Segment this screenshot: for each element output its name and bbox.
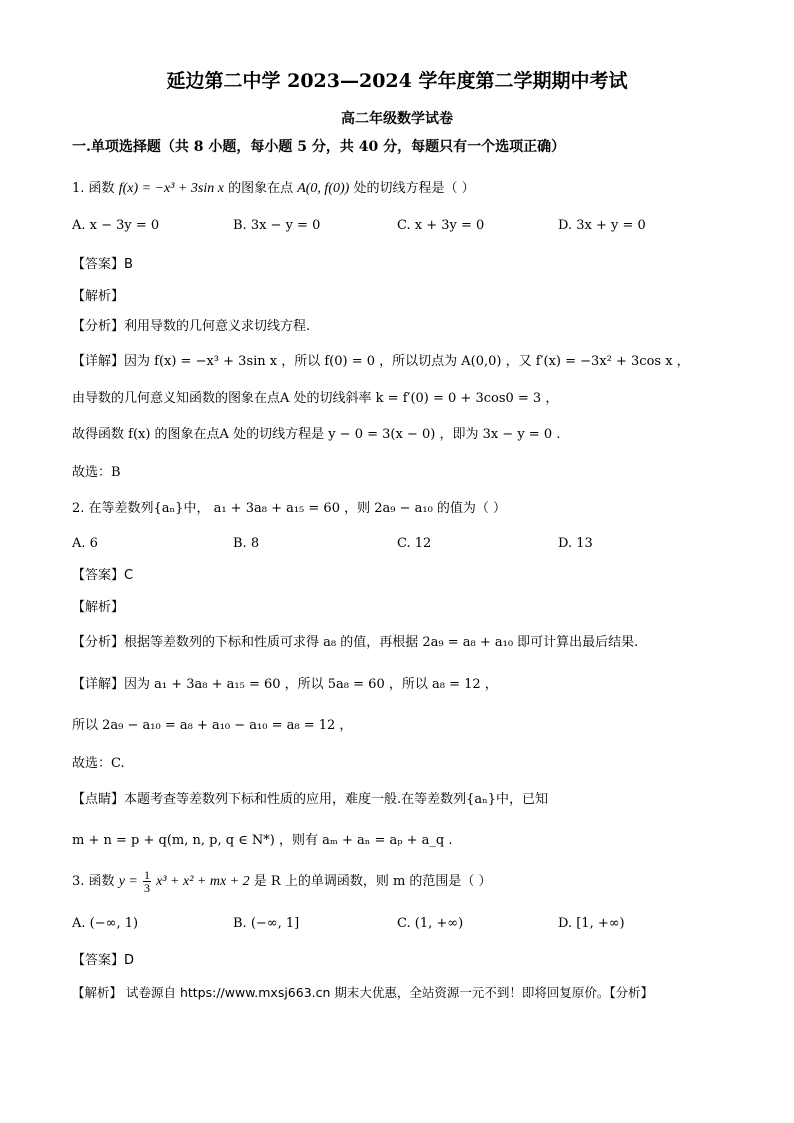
q1-mid: 的图象在点	[228, 181, 294, 196]
q1-point: A(0, f(0))	[297, 181, 350, 196]
q1-detail-3: 故得函数 f(x) 的图象在点A 处的切线方程是 y − 0 = 3(x − 0) ，即为 3x − y = 0 .	[72, 427, 561, 442]
q2-answer: 【答案】C	[72, 568, 134, 583]
q2-option-c: C. 12	[397, 536, 432, 551]
q1-stem	[72, 180, 475, 198]
q2-stem: 2. 在等差数列{aₙ}中， a₁ + 3a₈ + a₁₅ = 60 ，则 2a₉ − a₁₀ 的值为（ ）	[72, 501, 507, 516]
q3-func-lhs: y =	[118, 874, 138, 889]
q1-detail-2: 由导数的几何意义知函数的图象在点A 处的切线斜率 k = f′(0) = 0 + 3cos0 = 3 ，	[72, 391, 559, 406]
q3-fraction-numerator: 1	[144, 868, 150, 882]
exam-title: 延边第二中学 2023—2024 学年度第二学期期中考试	[166, 70, 628, 92]
q3-option-b: B. (−∞, 1]	[233, 916, 300, 931]
q3-footer-ad: 【解析】 试卷源自 https://www.mxsj663.cn 期末大优惠，全站资源一元不到！即将回复原价。【分析】	[72, 985, 654, 1000]
q3-func-rhs: x³ + x² + mx + 2	[156, 874, 250, 889]
q3-answer: 【答案】D	[72, 953, 135, 968]
q1-option-a: A. x − 3y = 0	[72, 218, 160, 233]
q3-prefix: 3. 函数	[72, 874, 115, 889]
exam-subtitle: 高二年级数学试卷	[341, 111, 453, 127]
q3-option-d: D. [1, +∞)	[558, 916, 625, 931]
section-heading: 一.单项选择题（共 8 小题，每小题 5 分，共 40 分，每题只有一个选项正确）	[72, 139, 566, 155]
q3-option-c: C. (1, +∞)	[397, 916, 464, 931]
q1-option-b: B. 3x − y = 0	[233, 218, 321, 233]
q2-dianjing-2: m + n = p + q(m, n, p, q ∈ N*) ，则有 aₘ + aₙ = aₚ + a_q .	[72, 833, 453, 848]
q3-fraction-denominator: 3	[144, 881, 150, 895]
q1-function: f(x) = −x³ + 3sin x	[118, 181, 224, 196]
q2-detail-2: 所以 2a₉ − a₁₀ = a₈ + a₁₀ − a₁₀ = a₈ = 12 ，	[72, 718, 353, 733]
q2-option-b: B. 8	[233, 536, 260, 551]
q2-fenxi: 【分析】根据等差数列的下标和性质可求得 a₈ 的值，再根据 2a₉ = a₈ + a₁₀ 即可计算出最后结果.	[72, 635, 639, 650]
q1-analysis-title: 【解析】	[72, 289, 125, 304]
q3-fraction	[143, 869, 151, 894]
q3-option-a: A. (−∞, 1)	[72, 916, 139, 931]
q2-detail-1: 【详解】因为 a₁ + 3a₈ + a₁₅ = 60 ，所以 5a₈ = 60 ，所以 a₈ = 12 ，	[72, 677, 498, 692]
q1-choose: 故选：B	[72, 465, 121, 480]
q2-choose: 故选：C.	[72, 756, 125, 771]
q1-prefix: 1. 函数	[72, 181, 115, 196]
q2-dianjing-1: 【点睛】本题考查等差数列下标和性质的应用，难度一般.在等差数列{aₙ}中，已知	[72, 792, 549, 807]
q2-option-a: A. 6	[72, 536, 98, 551]
q1-fenxi: 【分析】利用导数的几何意义求切线方程.	[72, 319, 311, 334]
q1-answer: 【答案】B	[72, 257, 133, 272]
q1-detail-1: 【详解】因为 f(x) = −x³ + 3sin x ，所以 f(0) = 0 ，所以切点为 A(0,0) ，又 f′(x) = −3x² + 3cos x ，	[72, 354, 690, 369]
q1-option-d: D. 3x + y = 0	[558, 218, 646, 233]
q2-option-d: D. 13	[558, 536, 593, 551]
q2-analysis-title: 【解析】	[72, 600, 125, 615]
q1-suffix: 处的切线方程是（ ）	[353, 181, 475, 196]
q3-suffix: 是 R 上的单调函数，则 m 的范围是（ ）	[253, 874, 492, 889]
q1-option-c: C. x + 3y = 0	[397, 218, 485, 233]
q3-stem	[72, 868, 492, 896]
